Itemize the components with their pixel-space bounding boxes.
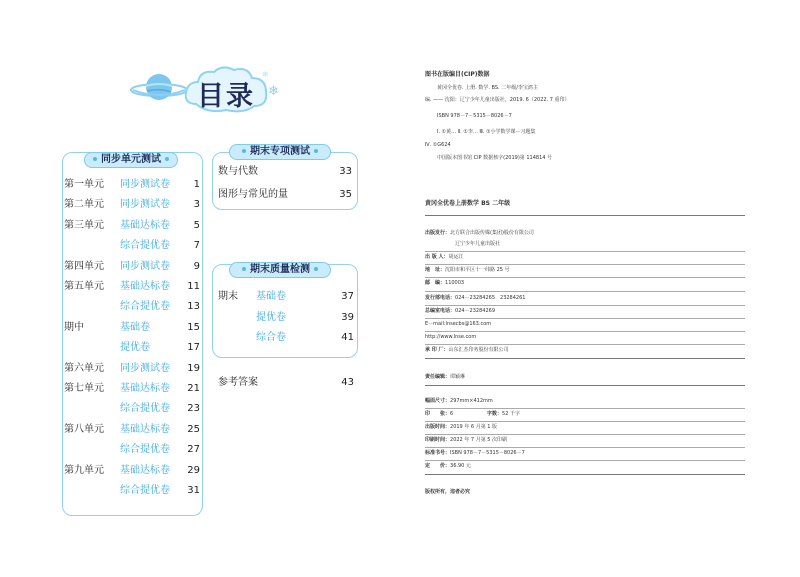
book-title: 黄冈全优卷上册数学 BS 二年级 (425, 200, 511, 207)
divider (425, 215, 745, 216)
toc-item: 基础卷 (256, 291, 286, 302)
snowflake-small-icon: ❄ (262, 70, 269, 79)
isbn-label: 标准书号： (425, 450, 451, 456)
sheets-label: 印 张： (425, 411, 451, 417)
cip-line: 编. —— 沈阳：辽宁少年儿童出版社，2019. 6（2022. 7 重印） (425, 97, 570, 103)
office-phone-label: 总编室电话： (425, 308, 456, 314)
toc-item: 基础达标卷 (120, 424, 170, 435)
toc-page: 9 (193, 261, 200, 272)
toc-title: 目录 (197, 81, 255, 112)
toc-page: 19 (187, 363, 200, 374)
toc-row[interactable] (64, 423, 202, 437)
toc-page: 17 (187, 342, 200, 353)
postcode-value: 110003 (445, 280, 465, 286)
divider (425, 277, 745, 278)
postcode-label: 邮 编： (425, 280, 446, 286)
print-time-label: 印刷时间： (425, 437, 451, 443)
snowflake-icon: ❄ (268, 84, 279, 99)
price-value: 36.90 元 (450, 463, 471, 469)
cip-line: Ⅳ. ①G624 (425, 142, 451, 148)
answers-label: 参考答案 (218, 377, 258, 388)
special-test-header: 期末专项测试 (229, 144, 331, 160)
toc-row[interactable] (64, 443, 202, 457)
toc-item: 基础达标卷 (120, 465, 170, 476)
toc-item: 综合提优卷 (120, 403, 170, 414)
toc-row-final-1[interactable] (218, 290, 356, 304)
toc-row[interactable] (64, 219, 202, 233)
toc-item: 基础达标卷 (120, 383, 170, 394)
toc-item: 基础达标卷 (120, 281, 170, 292)
editor-value: 谭颖琳 (450, 374, 466, 380)
publisher-person-value: 胡运江 (448, 254, 464, 260)
toc-page: 27 (187, 444, 200, 455)
toc-unit: 第四单元 (64, 261, 104, 272)
answers-page: 43 (341, 377, 354, 388)
toc-row[interactable] (64, 402, 202, 416)
toc-row[interactable] (64, 484, 202, 498)
toc-page: 25 (187, 424, 200, 435)
divider (425, 251, 745, 252)
printer-value: 山东汇杰印务股份有限公司 (448, 347, 509, 353)
toc-row-final-3[interactable] (218, 331, 356, 345)
toc-row[interactable] (64, 341, 202, 355)
divider (425, 358, 745, 359)
sheets-value: 6 (450, 411, 454, 417)
toc-item: 基础达标卷 (120, 220, 170, 231)
toc-page: 41 (341, 332, 354, 343)
price-label: 定 价： (425, 463, 451, 469)
cip-line: 黄冈全优卷. 上册. 数学. BS. 二年级/李宝鸿主 (437, 85, 538, 91)
toc-page: 29 (187, 465, 200, 476)
cip-line: Ⅰ. ①黄… Ⅱ. ①李… Ⅲ. ①小学数学课－习题集 (437, 129, 536, 135)
toc-page: 5 (193, 220, 200, 231)
divider (425, 344, 745, 345)
toc-row[interactable] (64, 198, 202, 212)
divider (425, 434, 745, 435)
divider (425, 264, 745, 265)
toc-unit: 第二单元 (64, 199, 104, 210)
toc-item: 同步测试卷 (120, 199, 170, 210)
toc-unit: 第五单元 (64, 281, 104, 292)
publisher-label: 出版发行： (425, 230, 451, 236)
divider (425, 408, 745, 409)
toc-page: 21 (187, 383, 200, 394)
toc-item: 综合卷 (256, 332, 286, 343)
sync-unit-header: 同步单元测试 (84, 152, 178, 168)
toc-item: 提优卷 (120, 342, 150, 353)
planet-icon (130, 70, 188, 106)
address-value: 沈阳市和平区十一纬路 25 号 (445, 267, 510, 273)
pub-time-value: 2019 年 6 月第 1 版 (450, 424, 498, 430)
address-label: 地 址： (425, 267, 446, 273)
print-time-value: 2022 年 7 月第 5 次印刷 (450, 437, 508, 443)
pub-time-label: 出版时间： (425, 424, 451, 430)
divider (425, 331, 745, 332)
toc-unit: 第六单元 (64, 363, 104, 374)
toc-page: 11 (187, 281, 200, 292)
divider (425, 305, 745, 306)
toc-row[interactable] (64, 239, 202, 253)
divider (425, 318, 745, 319)
isbn-value: ISBN 978－7－5315－8026－7 (450, 450, 525, 456)
email: E－mail:lnsecbs@163.com (425, 321, 492, 327)
toc-row[interactable] (64, 280, 202, 294)
toc-item: 综合提优卷 (120, 301, 170, 312)
divider (425, 447, 745, 448)
toc-row[interactable] (64, 321, 202, 335)
toc-row-final-2[interactable] (218, 311, 356, 325)
toc-page: 3 (193, 199, 200, 210)
words-value: 52 千字 (502, 411, 520, 417)
toc-page: 33 (339, 166, 352, 177)
divider (425, 474, 745, 475)
toc-page: 13 (187, 301, 200, 312)
divider (425, 385, 745, 386)
toc-row[interactable] (64, 178, 202, 192)
toc-page: 15 (187, 322, 200, 333)
website: http://www.lnse.com (425, 334, 477, 340)
publisher-value: 北方联合出版传媒(集团)股份有限公司 (450, 230, 534, 236)
printer-label: 承 印 厂： (425, 347, 449, 353)
toc-unit: 第九单元 (64, 465, 104, 476)
editor-label: 责任编辑： (425, 374, 451, 380)
toc-page: 1 (193, 179, 200, 190)
cip-heading: 图书在版编目(CIP)数据 (425, 71, 490, 78)
toc-row-answers[interactable] (218, 376, 356, 390)
size-value: 297mm×412mm (450, 398, 493, 404)
toc-unit: 期末 (218, 291, 238, 302)
cip-line: 中国版本图书馆 CIP 数据核字(2019)第 114814 号 (437, 155, 553, 161)
toc-item: 同步测试卷 (120, 363, 170, 374)
publisher-person-label: 出 版 人： (425, 254, 449, 260)
toc-unit: 期中 (64, 322, 84, 333)
cip-line: ISBN 978－7－5315－8026－7 (437, 113, 512, 119)
office-phone-value: 024－23284269 (455, 308, 496, 314)
toc-page: 39 (341, 312, 354, 323)
toc-row-special-1[interactable] (218, 165, 356, 179)
toc-page: 37 (341, 291, 354, 302)
toc-row[interactable] (64, 464, 202, 478)
toc-page: 31 (187, 485, 200, 496)
publisher-value-2: 辽宁少年儿童出版社 (455, 241, 501, 247)
toc-unit: 第三单元 (64, 220, 104, 231)
toc-item: 综合提优卷 (120, 240, 170, 251)
toc-page: 23 (187, 403, 200, 414)
toc-row-special-2[interactable] (218, 188, 356, 202)
toc-item: 综合提优卷 (120, 444, 170, 455)
sales-phone-value: 024－23284265 23284261 (455, 295, 526, 301)
toc-item: 同步测试卷 (120, 179, 170, 190)
toc-item: 基础卷 (120, 322, 150, 333)
toc-item: 图形与常见的量 (218, 189, 288, 200)
rights-notice: 版权所有，违者必究 (425, 489, 471, 495)
toc-item: 数与代数 (218, 166, 258, 177)
divider (425, 421, 745, 422)
final-test-header: 期末质量检测 (229, 262, 331, 278)
toc-unit: 第八单元 (64, 424, 104, 435)
toc-row[interactable] (64, 300, 202, 314)
sales-phone-label: 发行部电话： (425, 295, 456, 301)
toc-row[interactable] (64, 362, 202, 376)
toc-row[interactable] (64, 260, 202, 274)
toc-unit: 第一单元 (64, 179, 104, 190)
toc-page: 35 (339, 189, 352, 200)
toc-item: 提优卷 (256, 312, 286, 323)
divider (425, 291, 745, 292)
toc-unit: 第七单元 (64, 383, 104, 394)
toc-page: 7 (193, 240, 200, 251)
words-label: 字数： (487, 411, 503, 417)
size-label: 幅面尺寸： (425, 398, 451, 404)
divider (425, 460, 745, 461)
toc-item: 综合提优卷 (120, 485, 170, 496)
toc-item: 同步测试卷 (120, 261, 170, 272)
toc-row[interactable] (64, 382, 202, 396)
